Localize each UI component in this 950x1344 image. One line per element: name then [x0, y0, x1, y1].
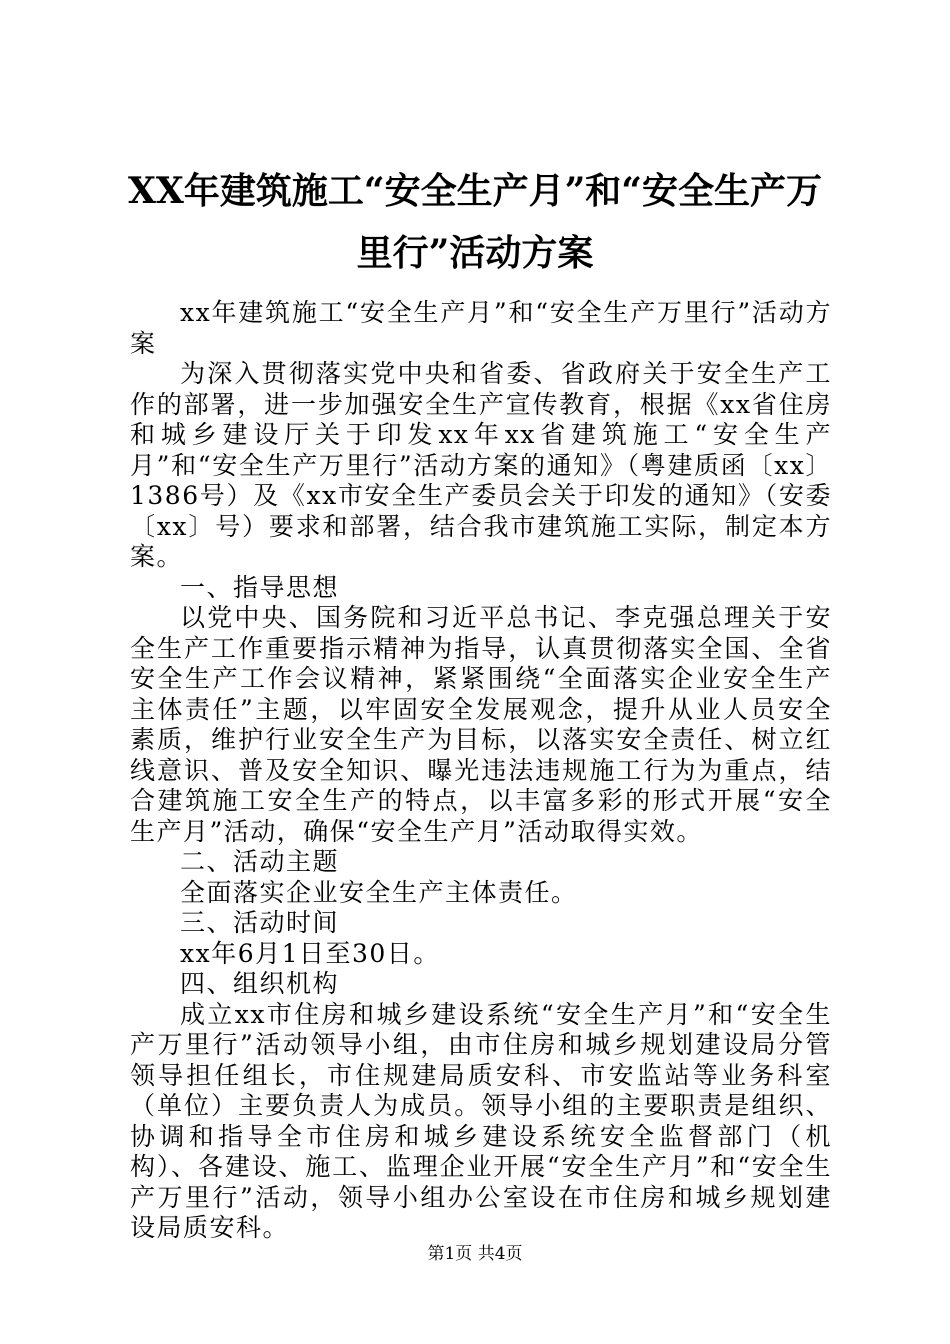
document-title: XX年建筑施工“安全生产月”和“安全生产万里行”活动方案	[128, 170, 822, 274]
page-footer: 第1页 共4页	[427, 1244, 523, 1264]
doc-paragraph-activity-theme: 全面落实企业安全生产主体责任。	[180, 877, 578, 907]
doc-paragraph-intro: 为深入贯彻落实党中央和省委、省政府关于安全生产工作的部署，进一步加强安全生产宣传教育，根据《xx省住房和城乡建设厅关于印发xx年xx省建筑施工“安全生产月”和“安全生产万里行”活动方案的通知》（粤建质函〔xx〕1386号）及《xx市安全生产委员会关于印发的通知》（安委〔xx〕号）要求和部署，结合我市建筑施工实际，制定本方案。	[130, 359, 832, 571]
section-heading-guiding-ideology: 一、指导思想	[180, 572, 340, 602]
document-body	[130, 298, 832, 1244]
doc-paragraph-subtitle: xx年建筑施工“安全生产月”和“安全生产万里行”活动方案	[130, 298, 832, 358]
doc-paragraph-organization: 成立xx市住房和城乡建设系统“安全生产月”和“安全生产万里行”活动领导小组，由市住房和城乡规划建设局分管领导担任组长，市住规建局质安科、市安监站等业务科室（单位）主要负责人为成员。领导小组的主要职责是组织、协调和指导全市住房和城乡建设系统安全监督部门（机构）、各建设、施工、监理企业开展“安全生产月”和“安全生产万里行”活动，领导小组办公室设在市住房和城乡规划建设局质安科。	[130, 999, 832, 1242]
section-heading-activity-time: 三、活动时间	[180, 908, 340, 937]
section-heading-activity-theme: 二、活动主题	[180, 847, 340, 876]
doc-paragraph-guiding-ideology: 以党中央、国务院和习近平总书记、李克强总理关于安全生产工作重要指示精神为指导，认真贯彻落实全国、全省安全生产工作会议精神，紧紧围绕“全面落实企业安全生产主体责任”主题，以牢固安全发展观念，提升从业人员安全素质，维护行业安全生产为目标，以落实安全责任、树立红线意识、普及安全知识、曝光违法违规施工行为为重点，结合建筑施工安全生产的特点，以丰富多彩的形式开展“安全生产月”活动，确保“安全生产月”活动取得实效。	[130, 603, 832, 846]
section-heading-organization: 四、组织机构	[180, 969, 340, 998]
doc-paragraph-activity-time: xx年6月1日至30日。	[180, 938, 440, 968]
